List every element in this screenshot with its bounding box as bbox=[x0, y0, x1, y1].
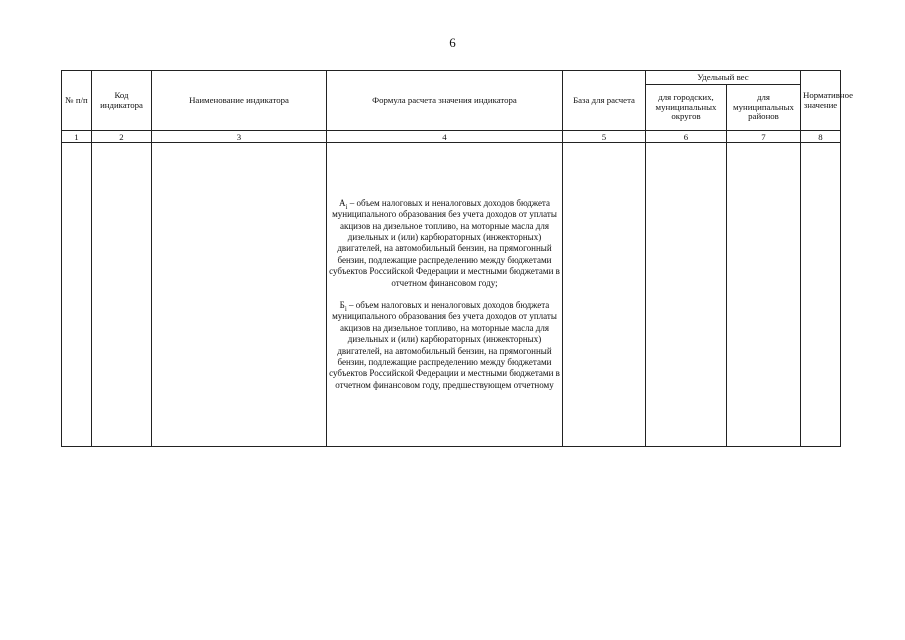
formula-text-b: – объем налоговых и неналоговых доходов бюджета муниципального образования без учета доходов от уплаты акцизов на дизельное топливо, на моторные масла для дизельных и (или) карбюраторных (инжекторных) двигателей, на автомобильный бензин, на прямогонный бензин, подлежащие распределению между бюджетами субъектов Российской Федерации и местными бюджетами в отчетном финансовом году, предшествующем отчетному bbox=[329, 300, 560, 390]
header-weight-city: для городских, муниципальных округов bbox=[646, 85, 727, 131]
formula-gap bbox=[329, 289, 560, 300]
column-number: 3 bbox=[152, 131, 327, 143]
formula-definition-a bbox=[329, 198, 560, 289]
column-number: 6 bbox=[646, 131, 727, 143]
header-formula: Формула расчета значения индикатора bbox=[327, 71, 563, 131]
cell-code bbox=[92, 143, 152, 447]
formula-subscript-b: i bbox=[344, 304, 347, 313]
column-number: 1 bbox=[62, 131, 92, 143]
formula-text-a: – объем налоговых и неналоговых доходов бюджета муниципального образования без учета доходов от уплаты акцизов на дизельное топливо, на моторные масла для дизельных и (или) карбюраторных (инжекторных) двигателей, на автомобильный бензин, на прямогонный бензин, подлежащие распределению между бюджетами субъектов Российской Федерации и местными бюджетами в отчетном финансовом году; bbox=[329, 197, 560, 288]
table-row bbox=[62, 143, 841, 447]
indicators-table bbox=[61, 70, 854, 447]
header-code: Код индикатора bbox=[92, 71, 152, 131]
cell-num bbox=[62, 143, 92, 447]
column-number-row bbox=[62, 131, 841, 143]
formula-symbol-b: Б bbox=[339, 300, 345, 310]
cell-weight-district bbox=[727, 143, 801, 447]
formula-symbol-a: А bbox=[339, 197, 346, 208]
header-row bbox=[62, 71, 841, 85]
column-number: 7 bbox=[727, 131, 801, 143]
cell-formula bbox=[327, 143, 563, 447]
column-number: 2 bbox=[92, 131, 152, 143]
column-number: 5 bbox=[563, 131, 646, 143]
formula-definition-b bbox=[329, 300, 560, 391]
cell-name bbox=[152, 143, 327, 447]
header-normative: Нормативное значение bbox=[801, 71, 841, 131]
cell-weight-city bbox=[646, 143, 727, 447]
cell-base bbox=[563, 143, 646, 447]
column-number: 8 bbox=[801, 131, 841, 143]
header-name: Наименование индикатора bbox=[152, 71, 327, 131]
formula-subscript-a: i bbox=[345, 202, 348, 211]
column-number: 4 bbox=[327, 131, 563, 143]
cell-normative bbox=[801, 143, 841, 447]
header-num: № п/п bbox=[62, 71, 92, 131]
header-weight-group: Удельный вес bbox=[646, 71, 801, 85]
page-number: 6 bbox=[449, 35, 456, 50]
header-base: База для расчета bbox=[563, 71, 646, 131]
header-weight-district: для муниципальных районов bbox=[727, 85, 801, 131]
